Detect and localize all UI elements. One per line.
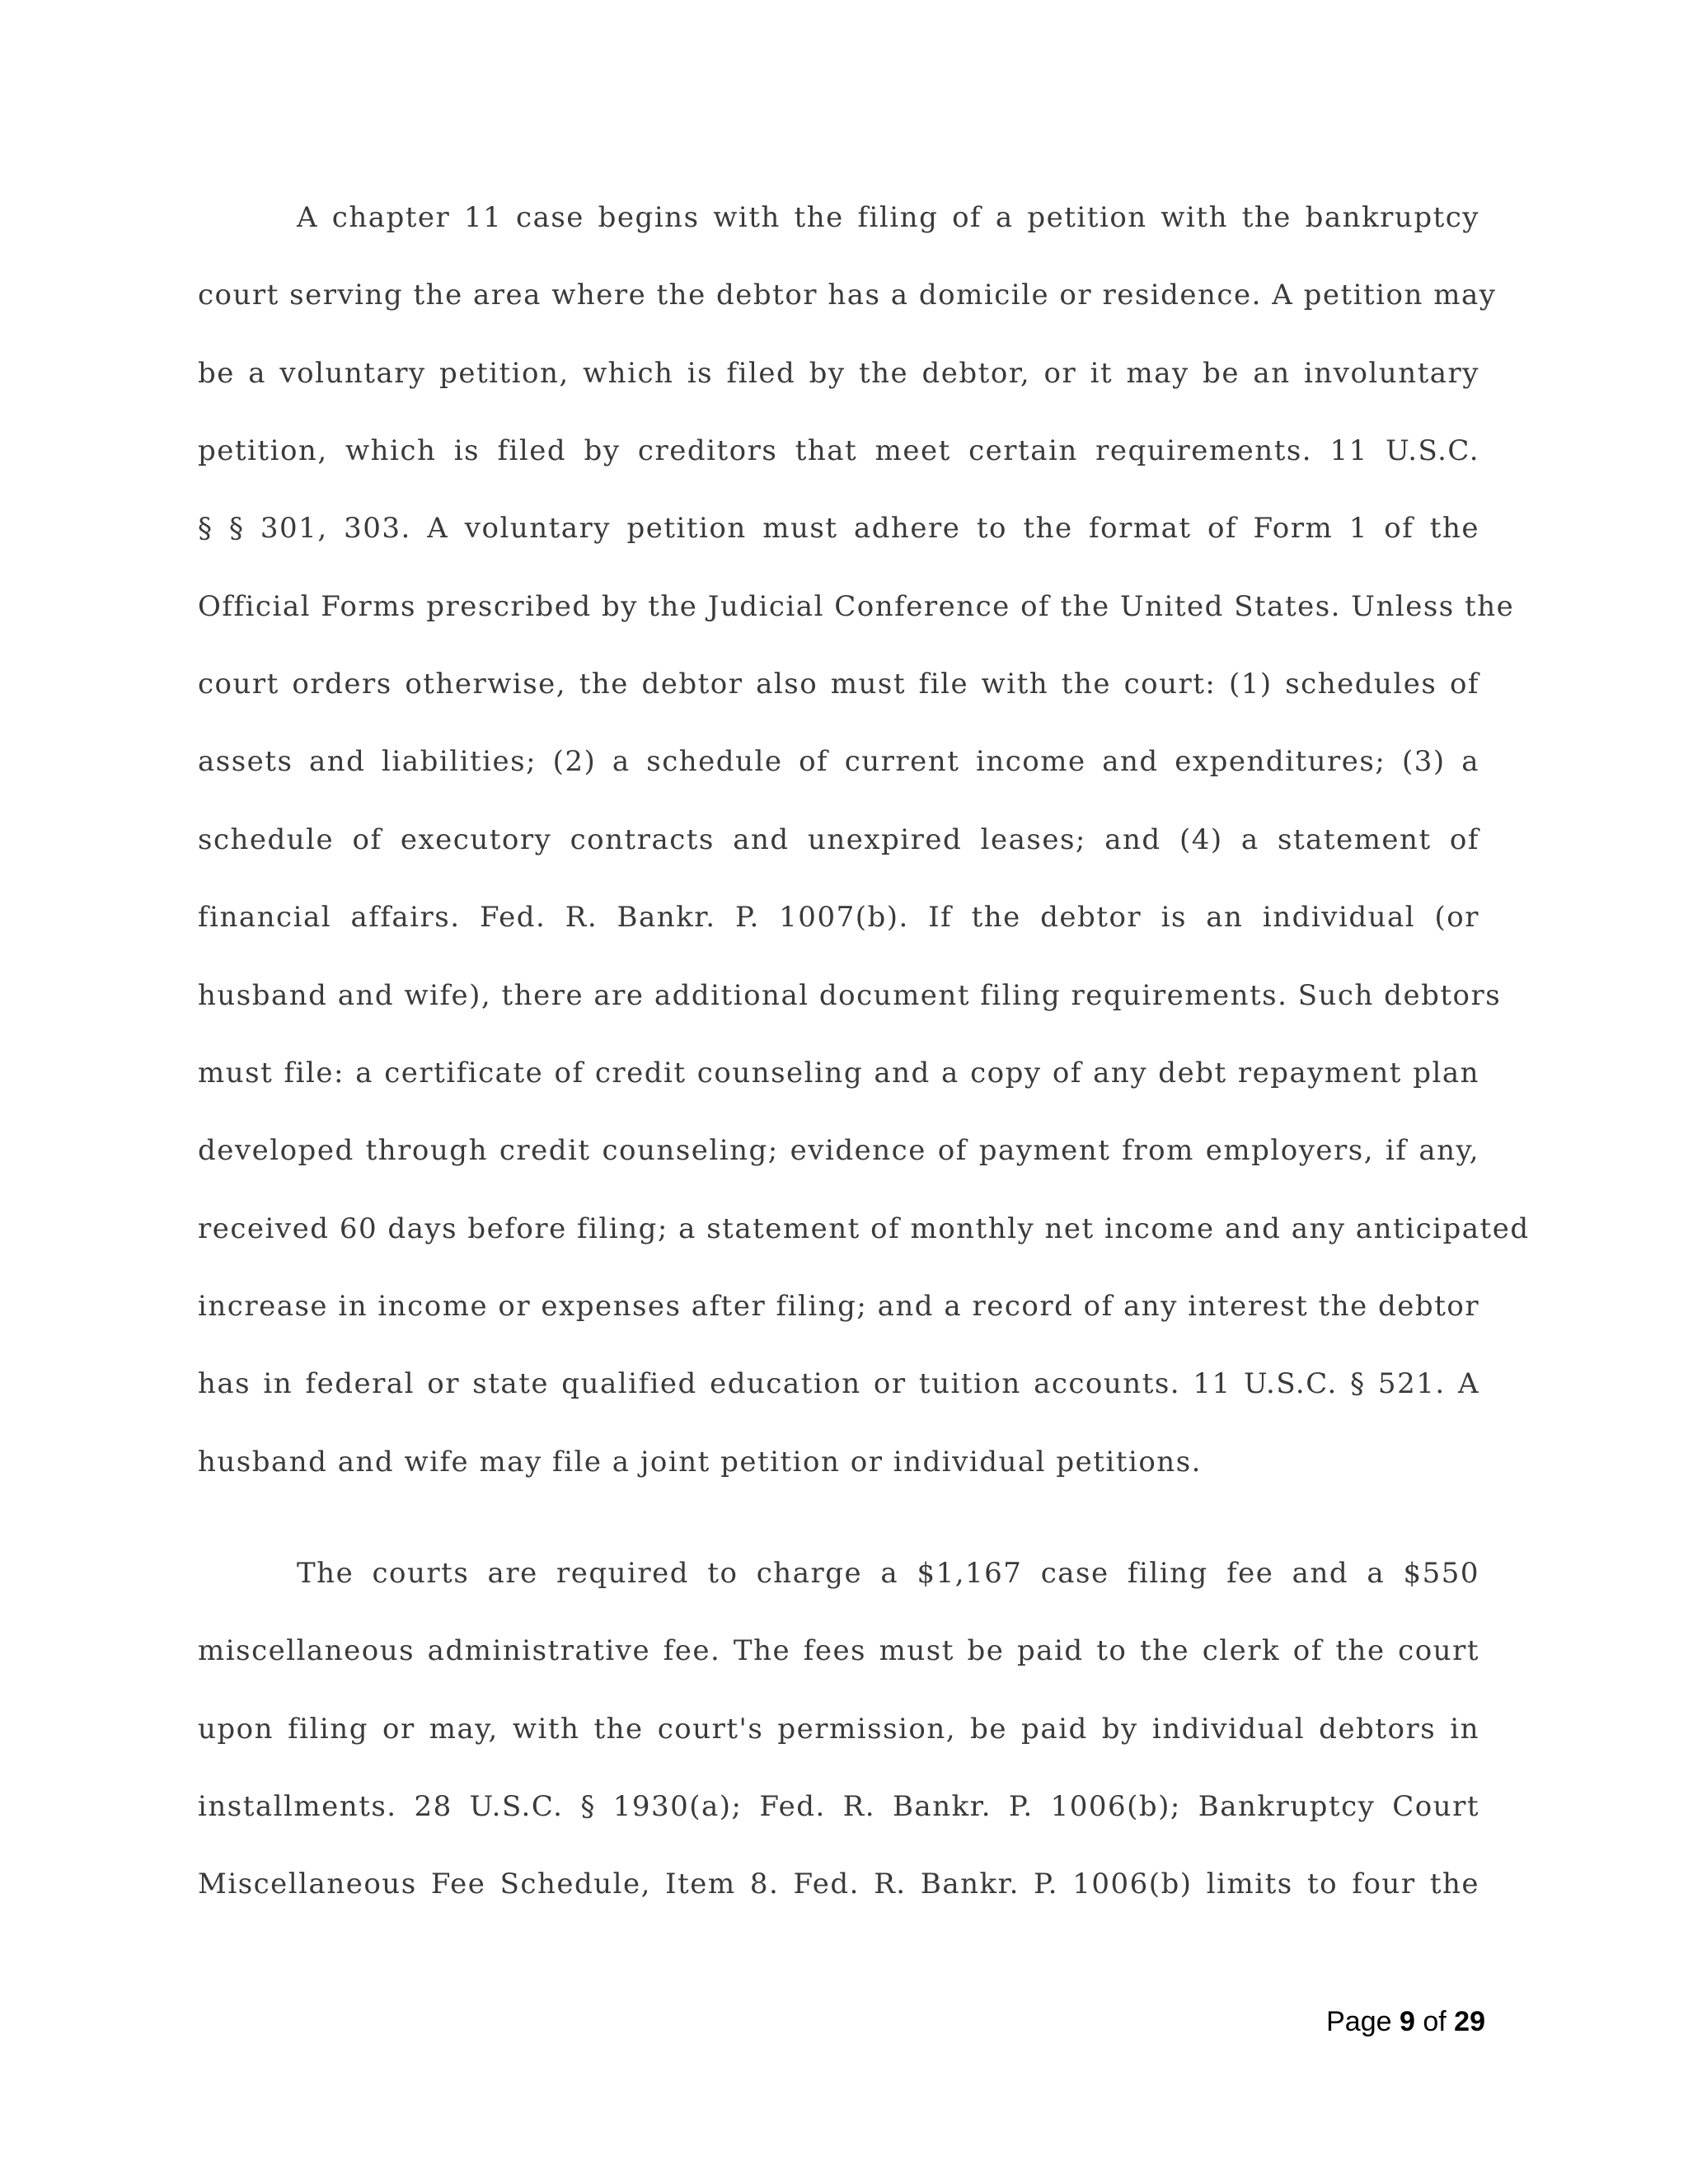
paragraph-line: developed through credit counseling; evidence of payment from employers, if any, xyxy=(198,1134,1479,1167)
paragraph-line: miscellaneous administrative fee. The fees must be paid to the clerk of the court xyxy=(198,1634,1479,1667)
paragraph-line: installments. 28 U.S.C. § 1930(a); Fed. R. Bankr. P. 1006(b); Bankruptcy Court xyxy=(198,1790,1479,1823)
paragraph-line: financial affairs. Fed. R. Bankr. P. 1007(b). If the debtor is an individual (or xyxy=(198,901,1479,934)
paragraph-line: The courts are required to charge a $1,167 case filing fee and a $550 xyxy=(297,1557,1479,1590)
paragraph-line: court orders otherwise, the debtor also must file with the court: (1) schedules of xyxy=(198,668,1479,701)
paragraph-line: assets and liabilities; (2) a schedule of current income and expenditures; (3) a xyxy=(198,745,1479,778)
paragraph-line: schedule of executory contracts and unexpired leases; and (4) a statement of xyxy=(198,823,1479,856)
page-prefix: Page xyxy=(1326,2006,1392,2037)
paragraph-line: court serving the area where the debtor has a domicile or residence. A petition may xyxy=(198,279,1497,312)
paragraph-line: received 60 days before filing; a statement of monthly net income and any anticipated xyxy=(198,1212,1530,1245)
of-label: of xyxy=(1423,2006,1447,2037)
paragraph-line: husband and wife), there are additional document filing requirements. Such debtors xyxy=(198,979,1502,1012)
paragraph-line: be a voluntary petition, which is filed by the debtor, or it may be an involuntary xyxy=(198,357,1479,390)
paragraph-line: petition, which is filed by creditors that meet certain requirements. 11 U.S.C. xyxy=(198,434,1479,467)
paragraph-line: must file: a certificate of credit counseling and a copy of any debt repayment plan xyxy=(198,1057,1479,1090)
total-pages: 29 xyxy=(1454,2006,1485,2037)
paragraph-line: increase in income or expenses after filing; and a record of any interest the debtor xyxy=(198,1290,1480,1323)
paragraph-line: Miscellaneous Fee Schedule, Item 8. Fed. R. Bankr. P. 1006(b) limits to four the xyxy=(198,1868,1479,1900)
paragraph-line: Official Forms prescribed by the Judicial Conference of the United States. Unless the xyxy=(198,590,1515,623)
paragraph-line: A chapter 11 case begins with the filing of a petition with the bankruptcy xyxy=(297,201,1479,234)
paragraph-line: has in federal or state qualified education or tuition accounts. 11 U.S.C. § 521. A xyxy=(198,1367,1479,1400)
paragraph-line: upon filing or may, with the court's permission, be paid by individual debtors in xyxy=(198,1713,1479,1746)
page-number xyxy=(1326,2001,1485,2042)
current-page: 9 xyxy=(1399,2006,1415,2037)
paragraph-line: § § 301, 303. A voluntary petition must adhere to the format of Form 1 of the xyxy=(198,512,1479,545)
paragraph-line: husband and wife may file a joint petition or individual petitions. xyxy=(198,1446,1202,1479)
